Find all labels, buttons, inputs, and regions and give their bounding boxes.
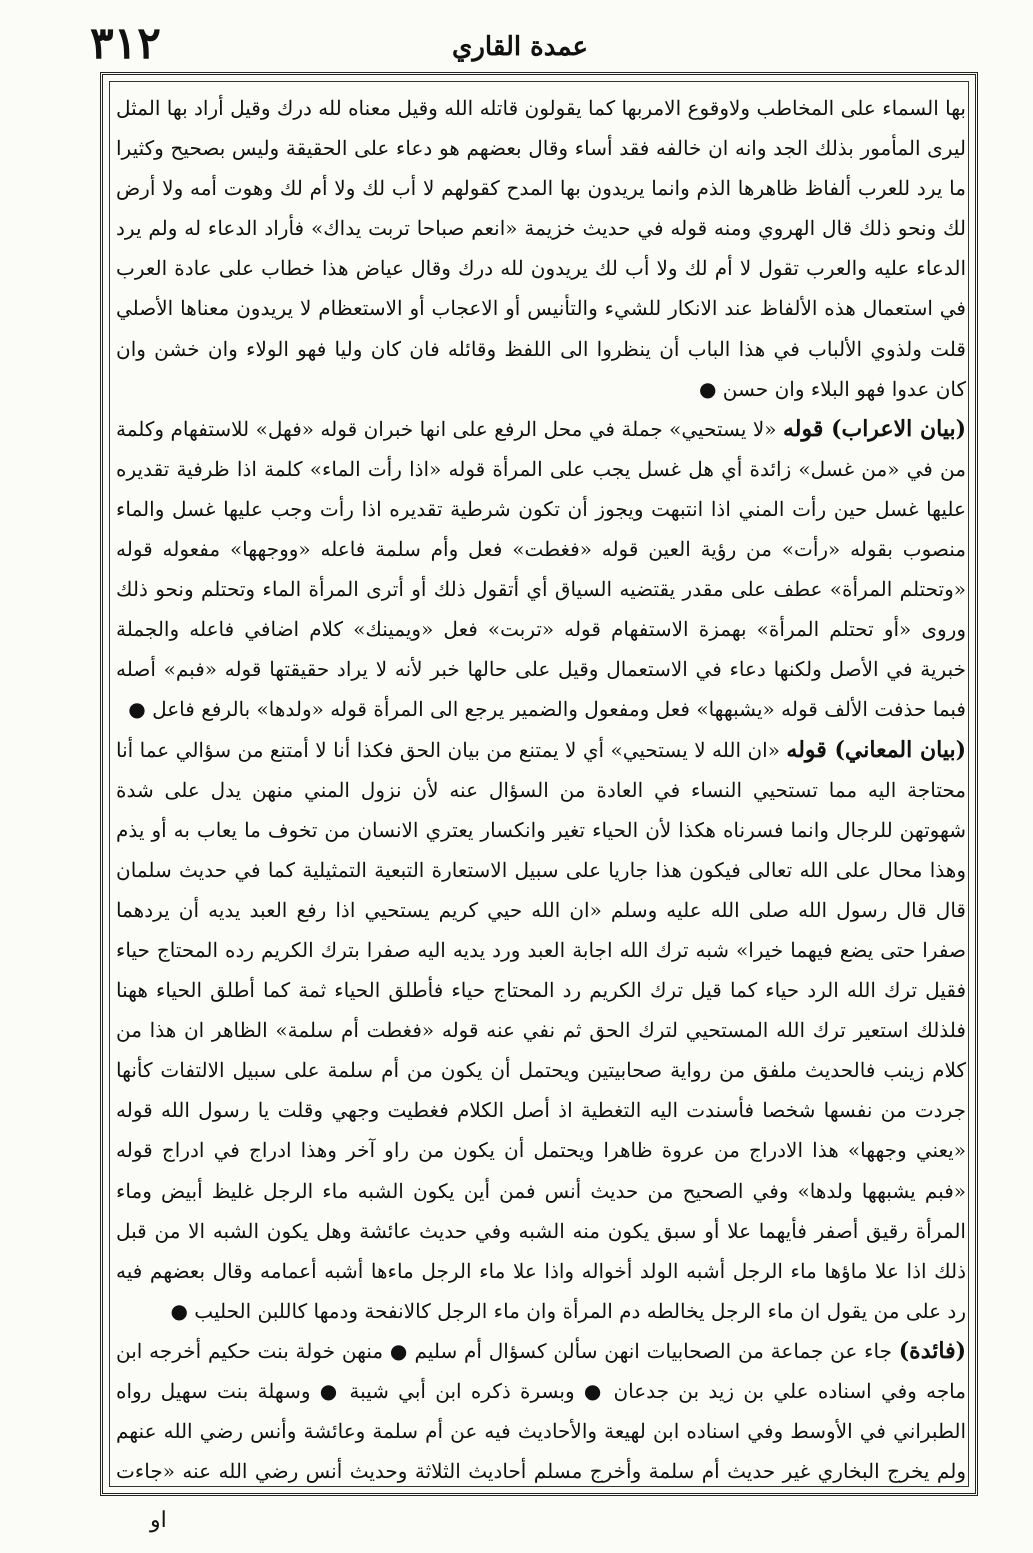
paragraph-1-text: بها السماء على المخاطب ولاوقوع الامربها كما يقولون قاتله الله وقيل معناه لله درك وقيل أراد بها المثل ليرى المأمور بذلك الجد وانه ان خالفه فقد أساء وقال بعضهم هو دعاء على الحقيقة وليس بصحيح وكثيرا ما يرد للعرب ألفاظ ظاهرها الذم وانما يريدون بها المدح كقولهم لا أب لك ولا أم لك وهوت أمه ولا أرض لك ونحو ذلك قال الهروي ومنه قوله في حديث خزيمة «انعم صباحا تربت يداك» فأراد الدعاء له ولم يرد الدعاء عليه والعرب تقول لا أم لك ولا أب لك يريدون لله درك وقال عياض هذا خطاب على عادة العرب في استعمال هذه الألفاظ عند الانكار للشيء والتأنيس أو الاعجاب أو الاستعظام لا يريدون معناها الأصلي قلت ولذوي الألباب في هذا الباب أن ينظروا الى اللفظ وقائله فان كان وليا فهو الولاء وان خشن وان كان عدوا فهو البلاء وان حسن ● — [116, 96, 966, 401]
paragraph-4 — [116, 1331, 966, 1484]
paragraph-1 — [116, 88, 966, 409]
page-number: ٣١٢ — [90, 18, 161, 69]
paragraph-4-text: جاء عن جماعة من الصحابيات انهن سألن كسؤال أم سليم ● منهن خولة بنت حكيم أخرجه ابن ماجه وفي اسناده علي بن زيد بن جدعان ● وبسرة ذكره ابن أبي شيبة ● وسهلة بنت سهيل رواه الطبراني في الأوسط وفي اسناده ابن لهيعة والأحاديث فيه عن أم سلمة وعائشة وأنس رضي الله عنهم ولم يخرج البخاري غير حديث أم سلمة وأخرج مسلم أحاديث الثلاثة وحديث أنس رضي الله عنه «جاءت — [116, 1338, 966, 1484]
commentary-body — [116, 88, 966, 1484]
paragraph-3-text: «ان الله لا يستحيي» أي لا يمتنع من بيان الحق فكذا أنا لا أمتنع من سؤالي عما أنا محتاجة اليه مما تستحيي النساء في العادة من السؤال عنه لأن نزول المني منهن يدل على شدة شهوتهن للرجال وانما فسرناه هكذا لأن الحياء تغير وانكسار يعتري الانسان من تخوف ما يعاب به أو يذم وهذا محال على الله تعالى فيكون هذا جاريا على سبيل الاستعارة التبعية التمثيلية كما في حديث سلمان قال قال رسول الله صلى الله عليه وسلم «ان الله حيي كريم يستحيي اذا رفع العبد يديه أن يردهما صفرا حتى يضع فيهما خيرا» شبه ترك الله اجابة العبد ورد يديه اليه صفرا بترك الكريم رده المحتاج حياء فقيل ترك الله الرد حياء كما قيل ترك الكريم رد المحتاج حياء فأطلق الحياء ثمة كما أطلق الحياء ههنا فلذلك استعير ترك الله المستحيي لترك الحق ثم نفي عنه قوله «فغطت أم سلمة» الظاهر ان هذا من كلام زينب فالحديث ملفق من رواية صحابيتين ويحتمل أن يكون من أم سلمة على سبيل الالتفات كأنها جردت من نفسها شخصا فأسندت اليه التغطية اذ أصل الكلام فغطيت وجهي وقلت يا رسول الله قوله «يعني وجهها» هذا الادراج من عروة ظاهرا ويحتمل أن يكون من راو آخر وهذا ادراج في ادراج قوله «فبم يشبهها ولدها» وفي الصحيح من حديث أنس فمن أين يكون الشبه ماء الرجل غليظ أبيض وماء المرأة رقيق أصفر فأيهما علا أو سبق يكون منه الشبه وفي حديث عائشة وهل يكون الشبه الا من قبل ذلك اذا علا ماؤها ماء الرجل أشبه الولد أخواله واذا علا ماء الرجل ماءها أشبه أعمامه وقال بعضهم فيه رد على من يقول ان ماء الرجل يخالطه دم المرأة وان ماء الرجل كالانفحة ودمها كاللبن الحليب ● — [116, 737, 966, 1323]
page-header — [70, 18, 970, 80]
paragraph-3-lead: (بيان المعاني) قوله — [786, 736, 966, 763]
running-title: عمدة القاري — [452, 32, 588, 62]
paragraph-2-text: «لا يستحيي» جملة في محل الرفع على انها خبران قوله «فهل» للاستفهام وكلمة من في «من غسل» زائدة أي هل غسل يجب على المرأة قوله «اذا رأت الماء» كلمة اذا ظرفية تقديره عليها غسل حين رأت المني اذا انتبهت ويجوز أن تكون شرطية تقديره اذا رأت وجب عليها غسل والماء منصوب بقوله «رأت» من رؤية العين قوله «فغطت» فعل وأم سلمة فاعله «ووجهها» مفعوله قوله «وتحتلم المرأة» عطف على مقدر يقتضيه السياق أي أتقول ذلك أو أترى المرأة الماء وتحتلم ونحو ذلك وروى «أو تحتلم المرأة» بهمزة الاستفهام قوله «تربت» فعل «ويمينك» كلام اضافي فاعله والجملة خبرية في الأصل ولكنها دعاء في الاستعمال وقيل على حالها خبر لأنه لا يراد حقيقتها قوله «فبم» أصله فبما حذفت الألف قوله «يشبهها» فعل ومفعول والضمير يرجع الى المرأة قوله «ولدها» بالرفع فاعل ● — [116, 416, 966, 722]
paragraph-2 — [116, 409, 966, 730]
paragraph-4-lead: (فائدة) — [898, 1337, 966, 1364]
paragraph-3 — [116, 730, 966, 1331]
paragraph-2-lead: (بيان الاعراب) قوله — [782, 415, 966, 442]
catchword: او — [150, 1508, 167, 1533]
